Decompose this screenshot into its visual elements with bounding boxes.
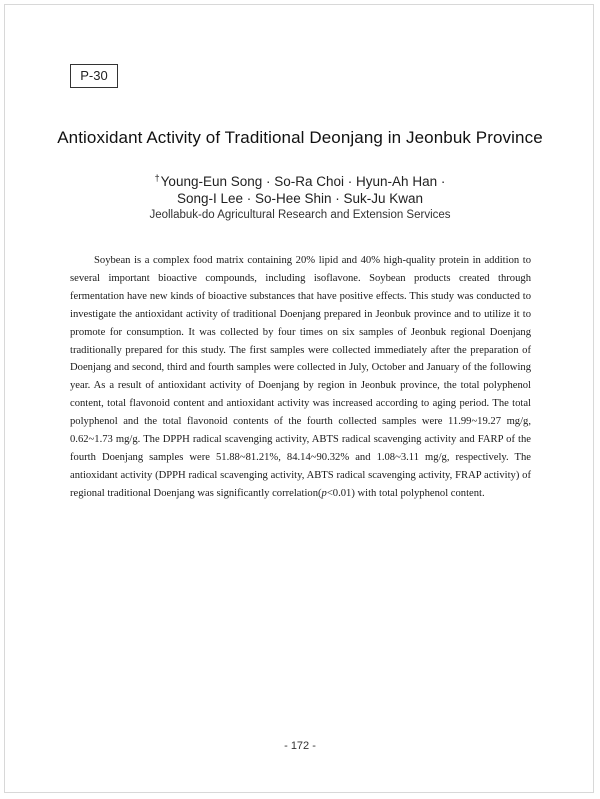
author-line-1-text: Young-Eun Song · So-Ra Choi · Hyun-Ah Han · bbox=[160, 174, 446, 189]
paper-title: Antioxidant Activity of Traditional Deonjang in Jeonbuk Province bbox=[57, 128, 543, 147]
abstract-text-end: <0.01) with total polyphenol content. bbox=[326, 487, 485, 499]
abstract-text-main: Soybean is a complex food matrix containing 20% lipid and 40% high-quality protein in addition to several important bioactive compounds, including isoflavone. Soybean products created through fermentation have new kinds of bioactive substances that have positive effects. This study was conducted to investigate the antioxidant activity of traditional Doenjang prepared in Jeonbuk province and to utilize it to promote for consumption. It was collected by four times on six samples of Jeonbuk regional Doenjang traditionally prepared for this study. The first samples were collected immediately after the preparation of Doenjang and second, third and fourth samples were collected in July, October and January of the following year. As a result of antioxidant activity of Doenjang by region in Jeonbuk province, the total polyphenol content, total flavonoid content and antioxidant activity was increased according to aging period. The total polyphenol and the total flavonoid contents of the fourth collected samples were 11.99~19.27 mg/g, 0.62~1.73 mg/g. The DPPH radical scavenging activity, ABTS radical scavenging activity and FARP of the fourth Doenjang samples were 51.88~81.21%, 84.14~90.32% and 1.08~3.11 mg/g, respectively. The antioxidant activity (DPPH radical scavenging activity, ABTS radical scavenging activity, FRAP activity) of regional traditional Doenjang was significantly correlation( bbox=[70, 255, 531, 499]
abstract-paragraph bbox=[70, 252, 531, 503]
p-value-symbol: p bbox=[321, 487, 327, 499]
author-line-1 bbox=[0, 170, 600, 190]
affiliation: Jeollabuk-do Agricultural Research and Extension Services bbox=[149, 209, 451, 221]
poster-code-label: P-30 bbox=[70, 64, 118, 88]
page-number: - 172 - bbox=[284, 740, 316, 752]
corresponding-author-mark: † bbox=[154, 173, 160, 183]
abstract-body bbox=[70, 252, 531, 503]
author-list bbox=[0, 170, 600, 207]
author-line-2: Song-I Lee · So-Hee Shin · Suk-Ju Kwan bbox=[176, 191, 424, 206]
